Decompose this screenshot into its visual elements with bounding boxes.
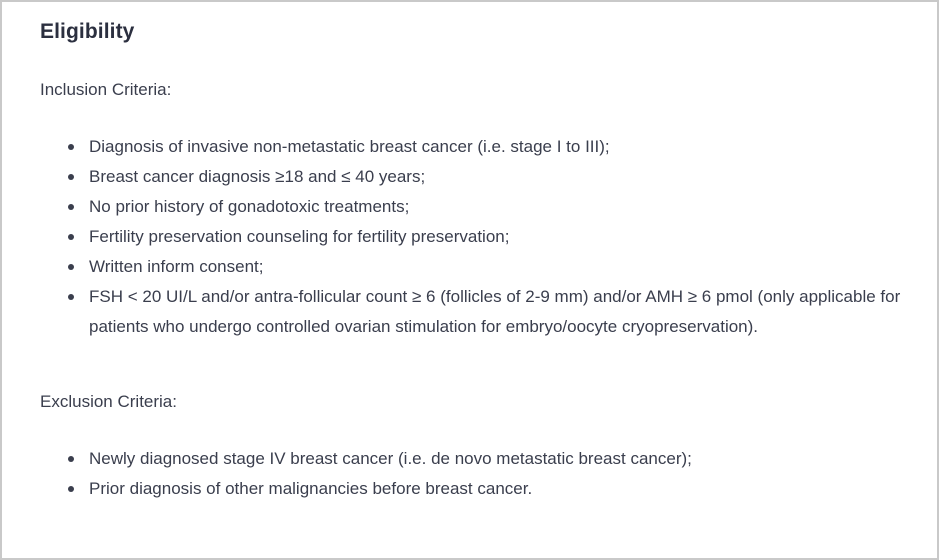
bullet-icon [68,204,74,210]
bullet-icon [68,144,74,150]
section-title: Eligibility [40,20,135,43]
criterion-text: Written inform consent; [89,257,264,276]
list-item [68,132,918,162]
list-item [68,252,918,282]
list-item [68,474,918,504]
bullet-icon [68,294,74,300]
inclusion-criteria-label: Inclusion Criteria: [40,80,172,99]
criterion-text: No prior history of gonadotoxic treatments; [89,197,410,216]
inclusion-criteria-list [68,132,918,342]
exclusion-criteria-label: Exclusion Criteria: [40,392,177,411]
criterion-text: Breast cancer diagnosis ≥18 and ≤ 40 years; [89,167,426,186]
exclusion-criteria-list [68,444,918,504]
criterion-text: Diagnosis of invasive non-metastatic breast cancer (i.e. stage I to III); [89,137,610,156]
list-item [68,162,918,192]
criterion-text: FSH < 20 UI/L and/or antra-follicular count ≥ 6 (follicles of 2-9 mm) and/or AMH ≥ 6 pmol (only applicable for patients who undergo controlled ovarian stimulation for embryo/oocyte cryopreservation). [89,287,901,336]
bullet-icon [68,264,74,270]
list-item [68,192,918,222]
criterion-text: Prior diagnosis of other malignancies before breast cancer. [89,479,533,498]
criterion-text: Newly diagnosed stage IV breast cancer (i.e. de novo metastatic breast cancer); [89,449,692,468]
list-item [68,222,918,252]
list-item [68,282,918,342]
bullet-icon [68,174,74,180]
bullet-icon [68,486,74,492]
bullet-icon [68,456,74,462]
list-item [68,444,918,474]
bullet-icon [68,234,74,240]
criterion-text: Fertility preservation counseling for fertility preservation; [89,227,510,246]
